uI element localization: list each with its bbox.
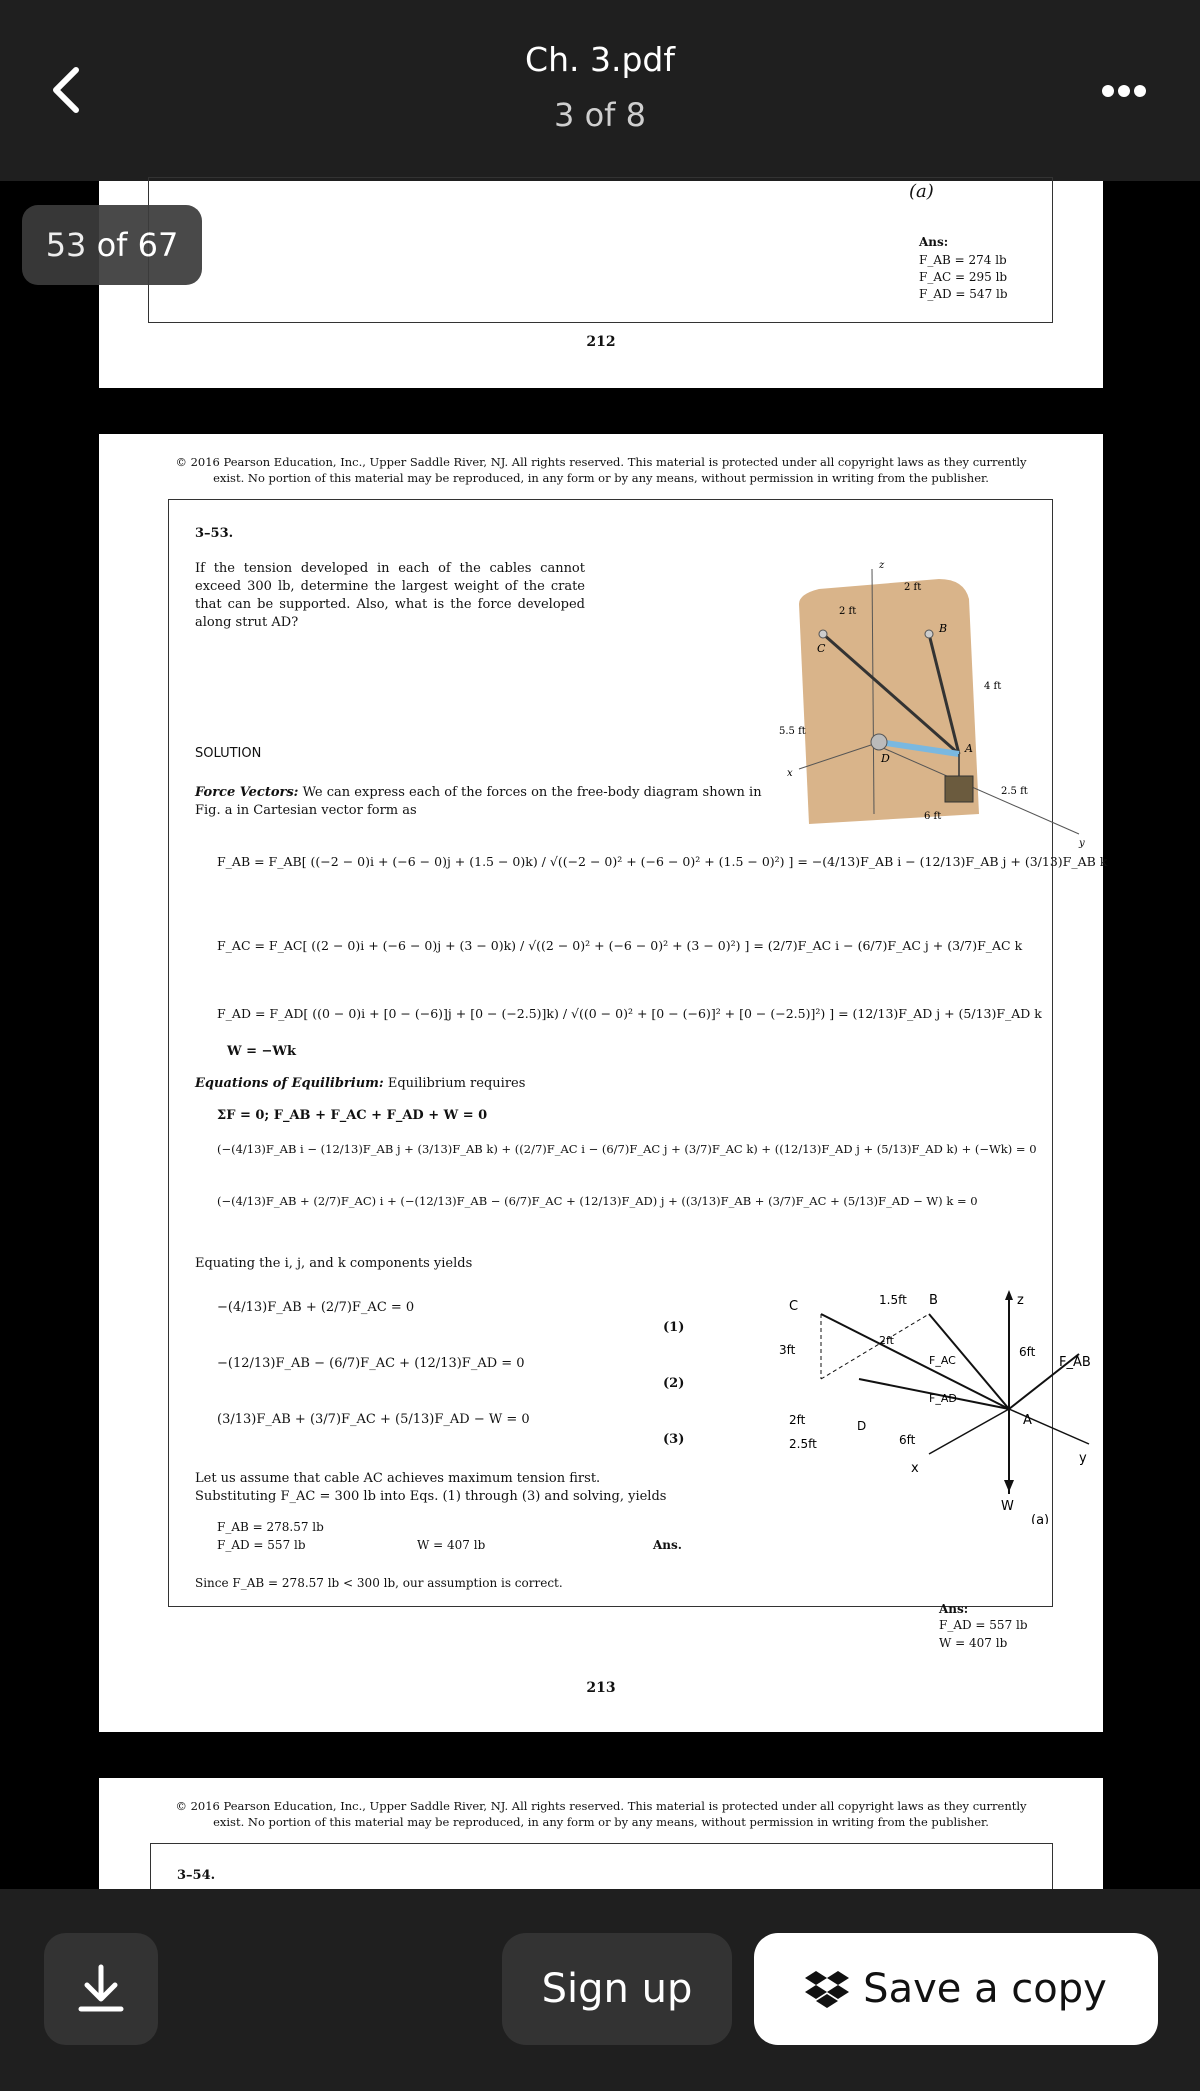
document-title: Ch. 3.pdf [525, 40, 675, 79]
solution-heading: SOLUTION [195, 746, 262, 761]
page-counter: 53 of 67 [22, 205, 202, 285]
problem-number: 3–53. [195, 526, 234, 541]
axis-label: z [879, 560, 885, 571]
more-button[interactable] [1100, 76, 1148, 106]
answer-line: F_AD = 547 lb [919, 287, 1008, 301]
equation-expand-1: (−(4/13)F_AB i − (12/13)F_AB j + (3/13)F_AB k) + ((2/7)F_AC i − (6/7)F_AC j + (3/7)F_AC k) + ((12/13)F_AD j + (5/13)F_AD k) + (−Wk) = 0 [217, 1142, 1037, 1156]
fbd-label: F_AB [1059, 1355, 1091, 1370]
equation-FAC: F_AC = F_AC[ ((2 − 0)i + (−6 − 0)j + (3 − 0)k) / √((2 − 0)² + (−6 − 0)² + (3 − 0)²) ] = (2/7)F_AC i − (6/7)F_AC j + (3/7)F_AC k [217, 938, 1023, 953]
free-body-diagram [779, 1284, 1099, 1524]
result-FAD: F_AD = 557 lb [217, 1538, 306, 1552]
equilibrium-text: Equilibrium requires [387, 1076, 526, 1091]
dimension-label: 2.5 ft [1001, 786, 1028, 797]
fbd-label: W [1001, 1499, 1014, 1514]
answer-line: W = 407 lb [939, 1636, 1008, 1650]
point-label: B [939, 622, 948, 635]
fbd-label: z [1017, 1293, 1024, 1308]
more-dots-icon [1100, 76, 1148, 106]
problem-box [150, 1843, 1053, 1889]
sign-up-button[interactable]: Sign up [502, 1933, 732, 2045]
problem-text: If the tension developed in each of the cables cannot exceed 300 lb, determine the largest weight of the crate that can be supported. Also, what is the force developed along strut AD? [195, 561, 585, 630]
fbd-label: F_AD [929, 1392, 957, 1405]
fbd-label: 2.5ft [789, 1437, 817, 1451]
top-bar [0, 0, 1200, 181]
dimension-label: 2 ft [904, 582, 922, 593]
save-copy-label: Save a copy [863, 1966, 1107, 2012]
problem-figure [779, 554, 1089, 854]
download-icon [73, 1961, 129, 2017]
answer-label: Ans: [939, 1602, 969, 1616]
equation-sum: ΣF = 0; F_AB + F_AC + F_AD + W = 0 [217, 1108, 488, 1123]
fbd-label: x [911, 1461, 919, 1476]
force-vectors-paragraph [195, 784, 785, 820]
fbd-label: 2ft [879, 1334, 894, 1347]
bottom-bar [0, 1889, 1200, 2091]
point-label: A [965, 742, 973, 755]
page-indicator: 3 of 8 [554, 96, 646, 134]
fbd-label: C [789, 1299, 799, 1314]
dimension-label: 2 ft [839, 606, 857, 617]
axis-label: x [787, 768, 793, 779]
answer-line: F_AD = 557 lb [939, 1618, 1028, 1632]
equating-text: Equating the i, j, and k components yields [195, 1256, 473, 1271]
fbd-label: (a) [1031, 1513, 1050, 1524]
fbd-label: 6ft [899, 1433, 916, 1447]
equation-expand-2: (−(4/13)F_AB + (2/7)F_AC) i + (−(12/13)F_AB − (6/7)F_AC + (12/13)F_AD) j + ((3/13)F_AB + (3/7)F_AC + (5/13)F_AD − W) k = 0 [217, 1194, 978, 1208]
crate [945, 776, 973, 802]
page-number: 212 [586, 334, 616, 350]
result-FAB: F_AB = 278.57 lb [217, 1520, 324, 1534]
assumption-text: Let us assume that cable AC achieves maximum tension first. Substituting F_AC = 300 lb into Eqs. (1) through (3) and solving, yields [195, 1471, 667, 1504]
answer-label: Ans: [919, 235, 949, 249]
force-vectors-label: Force Vectors: [195, 785, 299, 800]
dimension-label: 6 ft [924, 811, 942, 822]
answer-line: F_AC = 295 lb [919, 270, 1008, 284]
equilibrium-paragraph [195, 1076, 525, 1091]
fbd-label: y [1079, 1451, 1087, 1466]
fbd-label: A [1023, 1413, 1032, 1428]
answer-line: F_AB = 274 lb [919, 253, 1007, 267]
dimension-label: 5.5 ft [779, 726, 806, 737]
force-vectors-text: We can express each of the forces on the free-body diagram shown in Fig. a in Cartesian vector form as [195, 785, 762, 818]
save-copy-button[interactable] [754, 1933, 1158, 2045]
equation-3: (3/13)F_AB + (3/7)F_AC + (5/13)F_AD − W = 0 [217, 1412, 530, 1427]
equation-number: (1) [663, 1320, 685, 1335]
equation-1: −(4/13)F_AB + (2/7)F_AC = 0 [217, 1300, 415, 1315]
problem-number: 3–54. [177, 1868, 216, 1883]
fbd-label: B [929, 1293, 938, 1308]
fbd-label: 1.5ft [879, 1293, 907, 1307]
fbd-label: 3ft [779, 1343, 796, 1357]
equation-2: −(12/13)F_AB − (6/7)F_AC + (12/13)F_AD = 0 [217, 1356, 525, 1371]
download-button[interactable] [44, 1933, 158, 2045]
result-W: W = 407 lb [417, 1538, 486, 1552]
pdf-page-212 [99, 181, 1103, 388]
axis-label: y [1079, 838, 1085, 849]
fbd-label: 6ft [1019, 1345, 1036, 1359]
copyright-line: © 2016 Pearson Education, Inc., Upper Saddle River, NJ. All rights reserved. This material is protected under all copyright laws as they currently [175, 455, 1027, 469]
fbd-label: F_AC [929, 1354, 956, 1367]
copyright-line: exist. No portion of this material may be reproduced, in any form or by any means, without permission in writing from the publisher. [213, 1815, 989, 1829]
point-label: D [881, 752, 890, 765]
fbd-label: 2ft [789, 1413, 806, 1427]
equation-number: (3) [663, 1432, 685, 1447]
equilibrium-label: Equations of Equilibrium: [195, 1076, 384, 1091]
equation-FAB: F_AB = F_AB[ ((−2 − 0)i + (−6 − 0)j + (1.5 − 0)k) / √((−2 − 0)² + (−6 − 0)² + (1.5 − 0)²) ] = −(4/13)F_AB i − (12/13)F_AB j + (3/13)F_AB k [217, 854, 1108, 869]
since-text: Since F_AB = 278.57 lb < 300 lb, our assumption is correct. [195, 1576, 563, 1590]
pdf-page-214 [99, 1778, 1103, 1889]
dropbox-icon [805, 1969, 849, 2009]
point-label: C [817, 642, 826, 655]
figure-label: (a) [909, 181, 934, 202]
copyright-line: exist. No portion of this material may be reproduced, in any form or by any means, without permission in writing from the publisher. [213, 471, 989, 485]
copyright-line: © 2016 Pearson Education, Inc., Upper Saddle River, NJ. All rights reserved. This material is protected under all copyright laws as they currently [175, 1799, 1027, 1813]
ans-mark: Ans. [653, 1538, 682, 1552]
equation-number: (2) [663, 1376, 685, 1391]
fbd-label: D [857, 1419, 867, 1433]
equation-W: W = −Wk [227, 1044, 297, 1059]
dimension-label: 4 ft [984, 681, 1002, 692]
equation-FAD: F_AD = F_AD[ ((0 − 0)i + [0 − (−6)]j + [0 − (−2.5)]k) / √((0 − 0)² + [0 − (−6)]² + [0 − (−2.5)]²) ] = (12/13)F_AD j + (5/13)F_AD k [217, 1006, 1042, 1021]
page-number: 213 [586, 1680, 616, 1696]
pdf-page-213 [99, 434, 1108, 1732]
